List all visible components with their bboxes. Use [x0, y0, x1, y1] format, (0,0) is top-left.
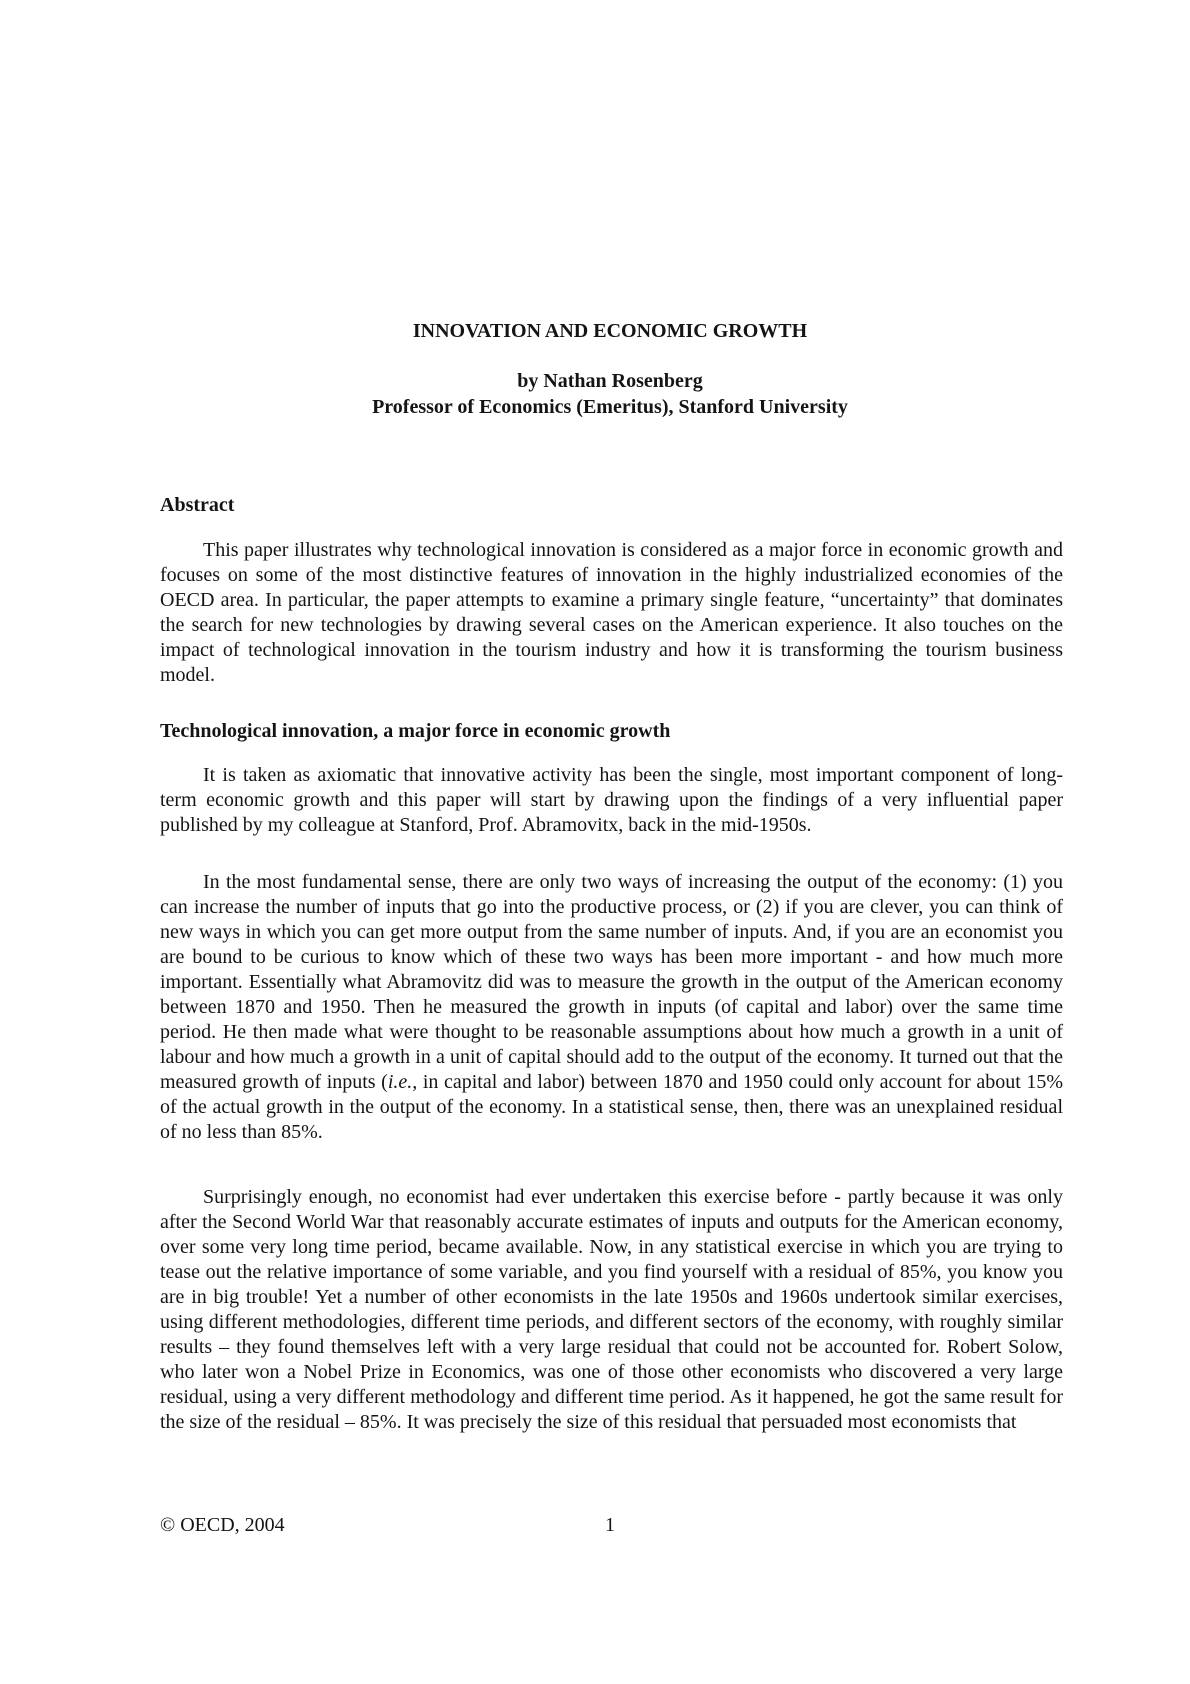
paragraph-text: It is taken as axiomatic that innovative activity has been the single, most important component of long-term economic growth and this paper will start by drawing upon the findings of a very influential paper published by my colleague at Stanford, Prof. Abramovitx, back in the mid-1950s. [160, 764, 1063, 836]
section-heading [160, 718, 1063, 744]
author-line: by Nathan Rosenberg [517, 370, 703, 392]
abstract-paragraph: This paper illustrates why technological innovation is considered as a major force in economic growth and focuses on some of the most distinctive features of innovation in the highly industrialized economies of the OECD area. In particular, the paper attempts to examine a primary single feature, “uncertainty” that dominates the search for new technologies by drawing several cases on the American experience. It also touches on the impact of technological innovation in the tourism industry and how it is transforming the tourism business model. [160, 539, 1063, 686]
affiliation-line: Professor of Economics (Emeritus), Stanford University [372, 396, 848, 418]
footer-copyright: © OECD, 2004 [160, 1514, 285, 1536]
document-title [160, 318, 1060, 344]
ie-abbreviation: i.e. [387, 1071, 413, 1093]
section-heading-text: Technological innovation, a major force in economic growth [160, 720, 671, 742]
paragraph-text-segment: In the most fundamental sense, there are only two ways of increasing the output of the economy: (1) you can increase the number of inputs that go into the productive process, or (2) if you are clever, you can think of new ways in which you can get more output from the same number of inputs. And, if you are an economist you are bound to be curious to know which of these two ways has been more important - and how much more important. Essentially what Abramovitz did was to measure the growth in the output of the American economy between 1870 and 1950. Then he measured the growth in inputs (of capital and labor) over the same time period. He then made what were thought to be reasonable assumptions about how much a growth in a unit of labour and how much a growth in a unit of capital should add to the output of the economy. It turned out that the measured growth of inputs ( [160, 871, 1063, 1093]
abstract-body [160, 538, 1063, 688]
abstract-heading-text: Abstract [160, 494, 235, 516]
body-paragraph-3 [160, 1185, 1063, 1435]
paragraph-text: Surprisingly enough, no economist had ever undertaken this exercise before - partly because it was only after the Second World War that reasonably accurate estimates of inputs and outputs for the American economy, over some very long time period, became available. Now, in any statistical exercise in which you are trying to tease out the relative importance of some variable, and you find yourself with a residual of 85%, you know you are in big trouble! Yet a number of other economists in the late 1950s and 1960s undertook similar exercises, using different methodologies, different time periods, and different sectors of the economy, with roughly similar results – they found themselves left with a very large residual that could not be accounted for. Robert Solow, who later won a Nobel Prize in Economics, was one of those other economists who discovered a very large residual, using a very different methodology and different time period. As it happened, he got the same result for the size of the residual – 85%. It was precisely the size of this residual that persuaded most economists that [160, 1186, 1063, 1433]
body-paragraph-2 [160, 870, 1063, 1145]
body-paragraph-1 [160, 763, 1063, 838]
title-text: INNOVATION AND ECONOMIC GROWTH [412, 320, 808, 342]
byline [160, 368, 1060, 420]
paragraph-text-segment: , in capital and labor) between 1870 and 1950 could only account for about 15% of the actual growth in the output of the economy. In a statistical sense, then, there was an unexplained residual of no less than 85%. [160, 1071, 1063, 1143]
abstract-section-heading [160, 492, 1063, 518]
footer-page-number: 1 [605, 1514, 615, 1536]
paragraph-text [160, 870, 1063, 1145]
